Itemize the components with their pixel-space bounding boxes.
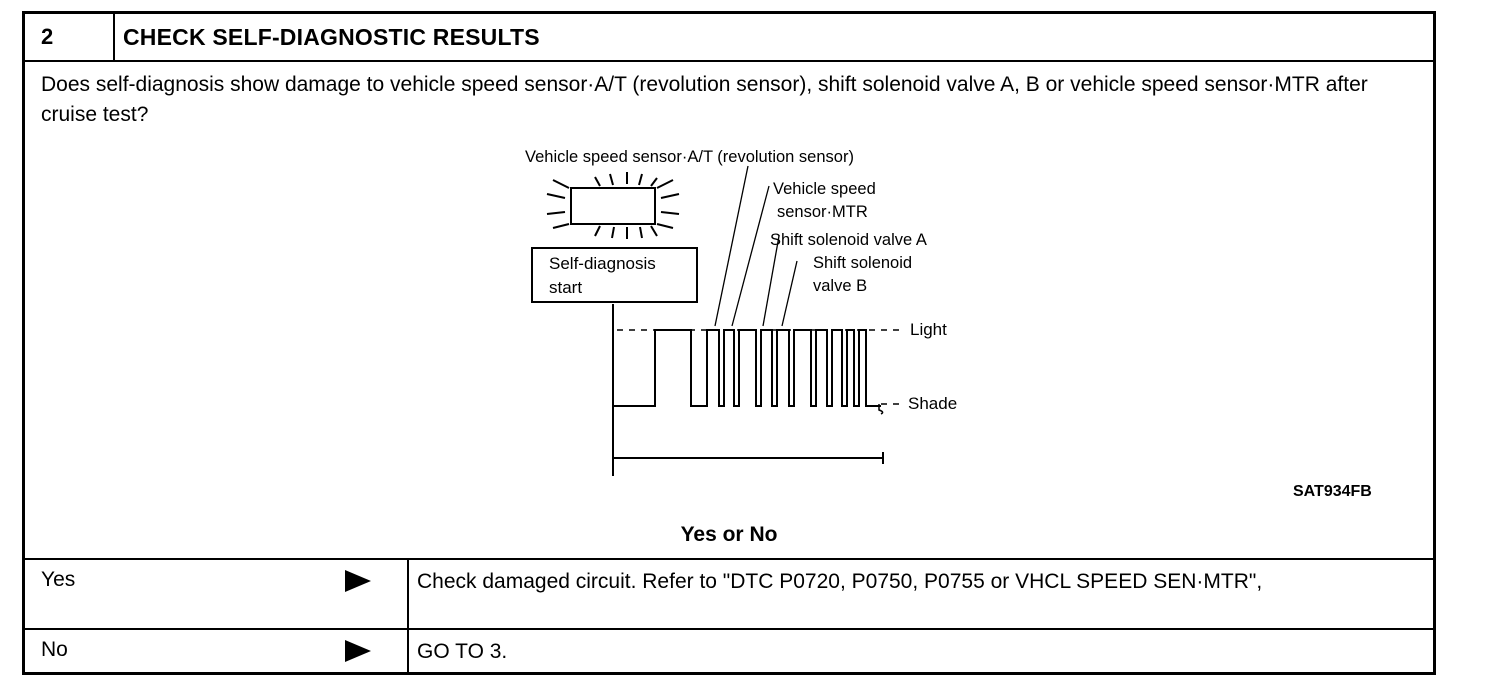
indicator-lamp-icon: [547, 172, 679, 239]
solenoid-a-label: Shift solenoid valve A: [770, 231, 927, 249]
row-divider: [407, 560, 409, 630]
answer-label: Yes: [41, 568, 76, 591]
diagnostic-question: Does self-diagnosis show damage to vehicle speed sensor·A/T (revolution sensor), shift solenoid valve A, B or vehicle speed sensor·MTR after cruise test?: [41, 73, 1368, 126]
row-divider: [407, 630, 409, 675]
figure-code: SAT934FB: [1293, 483, 1372, 500]
shade-label: Shade: [908, 394, 958, 413]
step-title: CHECK SELF-DIAGNOSTIC RESULTS: [123, 24, 540, 50]
vss-at-label: Vehicle speed sensor·A/T (revolution sensor): [525, 148, 854, 166]
answer-label: No: [41, 638, 68, 661]
answer-row-yes: [25, 558, 1433, 630]
answer-row-no: [25, 628, 1433, 675]
start-label-line2: start: [549, 278, 583, 297]
signal-waveform: [613, 330, 881, 406]
vss-mtr-label-line1: Vehicle speed: [773, 180, 876, 198]
vss-mtr-label-line2: sensor·MTR: [777, 203, 868, 221]
answer-action: Check damaged circuit. Refer to "DTC P0720, P0750, P0755 or VHCL SPEED SEN·MTR",: [417, 570, 1263, 593]
solenoid-b-label-line2: valve B: [813, 277, 868, 295]
right-arrow-icon: [345, 640, 371, 662]
answer-action: GO TO 3.: [417, 640, 508, 663]
step-number: 2: [25, 14, 115, 60]
diagnostic-step-frame: [22, 11, 1436, 675]
yes-or-no-prompt: Yes or No: [680, 523, 778, 546]
self-diagnosis-diagram: [25, 14, 1433, 554]
light-label: Light: [910, 320, 947, 339]
solenoid-b-label-line1: Shift solenoid: [813, 254, 913, 272]
start-label-line1: Self-diagnosis: [549, 254, 656, 273]
right-arrow-icon: [345, 570, 371, 592]
